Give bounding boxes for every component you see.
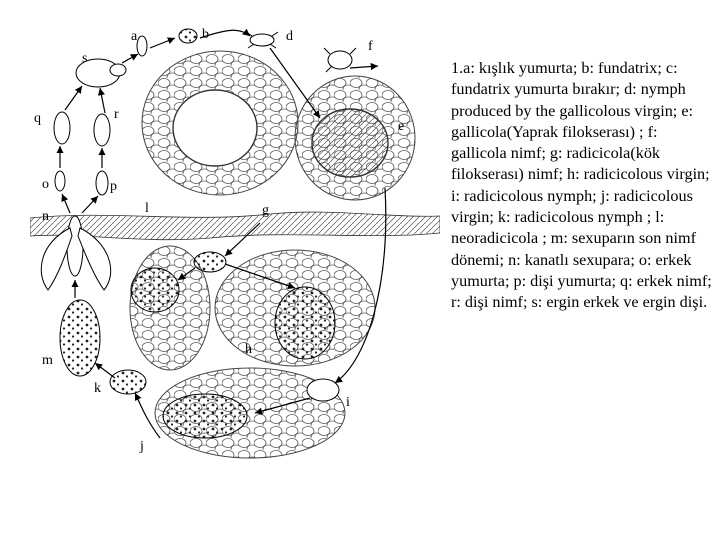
neoradicicola-l [131,268,179,312]
fundatrix-gall [173,90,257,166]
label-d: d [286,29,293,44]
radicicolous-virgin-h [275,287,335,359]
nymph-d [246,32,278,48]
label-k: k [94,381,101,396]
radicicolous-virgin-j [163,394,247,438]
male-egg-o [55,171,65,191]
sexupara-last-nymph-m [60,300,100,376]
figure-caption: 1.a: kışlık yumurta; b: fundatrix; c: fundatrix yumurta bırakır; d: nymph produced by the gallicolous virgin; e: gallicola(Yaprak filokserası) ; f: gallicola nimf; g: radicicola(kök filokserası) nimf; h: radicicolous virgin; i: radicicolous nymph; j: radicicolous virgin; k: radicicolous nymph ; l: neoradicicola ; m: sexuparın son nimf dönemi; n: kanatlı sexupara; o: erkek yumurta; p: dişi yumurta; q: erkek nimf; r: dişi nimf; s: ergin erkek ve ergin dişi. [451,59,712,312]
label-l: l [145,201,149,216]
phylloxera-life-cycle-diagram [30,18,440,518]
label-g: g [262,203,269,218]
female-nymph-r [94,114,110,146]
label-e: e [398,119,405,134]
label-m: m [42,353,53,368]
label-h: h [245,342,252,357]
radicicolous-nymph-i [307,379,339,401]
label-p: p [110,179,117,194]
label-o: o [42,177,49,192]
label-r: r [114,107,119,122]
winter-egg-a [137,36,147,56]
label-i: i [346,395,350,410]
label-a: a [131,29,138,44]
female-egg-p [96,171,108,195]
label-b: b [202,27,209,42]
label-q: q [34,111,41,126]
fundatrix-b [179,29,197,43]
label-f: f [368,39,373,54]
male-nymph-q [54,112,70,144]
label-j: j [140,439,144,454]
label-n: n [42,209,49,224]
gallicola-gall [312,109,388,177]
label-s: s [82,51,88,66]
radicicolous-nymph-k [110,370,146,394]
radicicola-nymph-g [194,252,226,272]
